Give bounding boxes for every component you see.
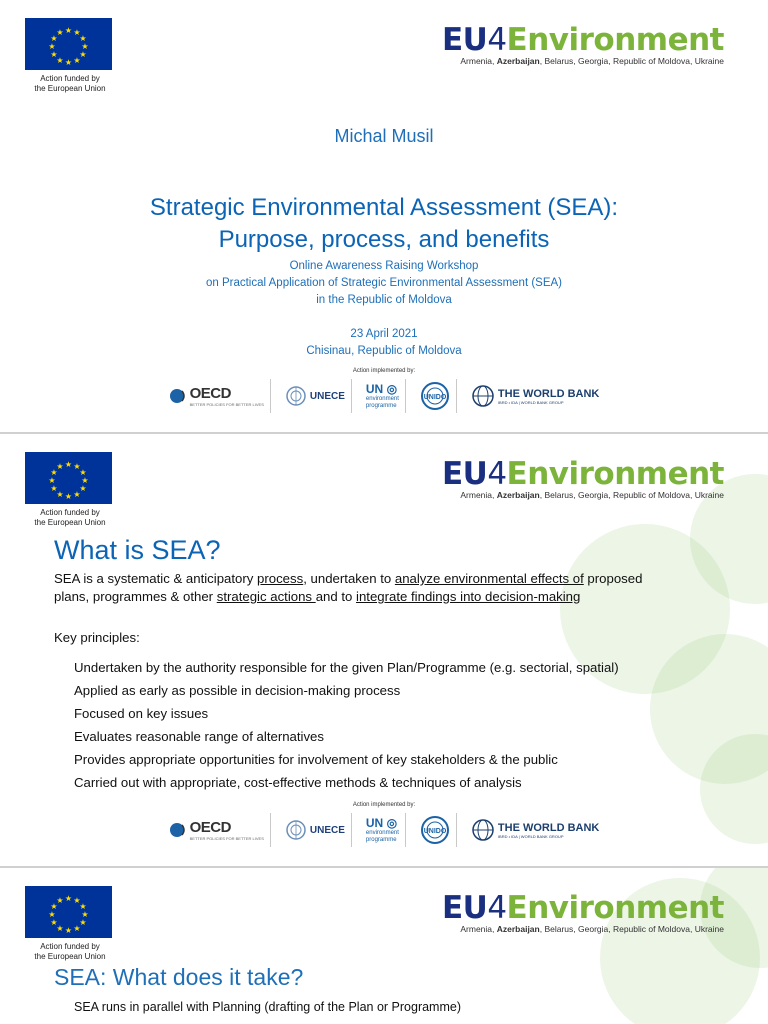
un-emblem-icon — [285, 385, 307, 407]
world-bank-globe-icon — [471, 818, 495, 842]
world-bank-globe-icon — [471, 384, 495, 408]
list-item: Carried out with appropriate, cost-effective methods & techniques of analysis — [74, 775, 522, 790]
presentation-title: Strategic Environmental Assessment (SEA): Purpose, process, and benefits — [149, 194, 619, 253]
svg-text:★: ★ — [79, 918, 87, 927]
oecd-logo: OECD BETTER POLICIES FOR BETTER LIVES — [163, 379, 271, 413]
svg-text:★: ★ — [50, 34, 58, 43]
key-principles-label: Key principles: — [54, 630, 140, 645]
svg-text:UNIDO: UNIDO — [423, 828, 447, 835]
eu4environment-logo: EU4Environment Armenia, Azerbaijan, Belarus, Georgia, Republic of Moldova, Ukraine — [441, 456, 724, 500]
eu4environment-logo: EU4Environment Armenia, Azerbaijan, Belarus, Georgia, Republic of Moldova, Ukraine — [441, 890, 724, 934]
brand-countries: Armenia, Azerbaijan, Belarus, Georgia, Republic of Moldova, Ukraine — [460, 56, 724, 66]
svg-text:★: ★ — [81, 42, 89, 51]
svg-text:★: ★ — [73, 896, 81, 905]
unece-logo: UNECE — [279, 379, 352, 413]
eu-flag-icon — [25, 886, 112, 938]
unido-logo — [414, 813, 457, 847]
svg-text:★: ★ — [64, 926, 73, 935]
unido-icon — [420, 381, 450, 411]
list-item: Undertaken by the authority responsible for the given Plan/Programme (e.g. sectorial, spatial) — [74, 660, 619, 675]
svg-text:★: ★ — [50, 918, 58, 927]
date-and-place: 23 April 2021 Chisinau, Republic of Moldova — [306, 328, 462, 357]
list-item: Evaluates reasonable range of alternatives — [74, 729, 324, 744]
svg-text:★: ★ — [73, 28, 81, 37]
eu4environment-logo: EU4Environment Armenia, Azerbaijan, Belarus, Georgia, Republic of Moldova, Ukraine — [441, 22, 724, 66]
svg-text:★: ★ — [79, 484, 87, 493]
svg-text:★: ★ — [64, 894, 73, 903]
svg-text:★: ★ — [64, 58, 73, 67]
partner-logos: Action implemented by: OECD BETTER POLICIES FOR BETTER LIVES UNECE UN ◎ environment programme UNIDO THE WORLD BANK IBRD • IDA | WORLD BANK GROUP — [0, 802, 768, 848]
svg-text:★: ★ — [56, 896, 64, 905]
svg-text:★: ★ — [73, 490, 81, 499]
unece-logo: UNECE — [279, 813, 352, 847]
slide-what-is-sea — [0, 434, 768, 866]
unep-logo: UN ◎ environment programme — [360, 379, 406, 413]
slide-heading: What is SEA? — [54, 535, 221, 565]
key-principles-list — [74, 656, 619, 794]
eu-flag-icon — [25, 452, 112, 504]
author-name: Michal Musil — [334, 126, 434, 146]
slide-title — [0, 0, 768, 432]
unep-icon: ◎ — [386, 382, 398, 396]
svg-text:★: ★ — [79, 50, 87, 59]
unido-icon — [420, 815, 450, 845]
svg-text:★: ★ — [81, 910, 89, 919]
svg-text:★: ★ — [48, 476, 56, 485]
eu-funding-caption: Action funded by the European Union — [34, 508, 106, 527]
svg-text:★: ★ — [79, 468, 87, 477]
svg-text:★: ★ — [50, 484, 58, 493]
world-bank-logo: THE WORLD BANK IBRD • IDA | WORLD BANK GROUP — [465, 813, 605, 847]
eu-flag-icon — [25, 18, 112, 70]
svg-text:★: ★ — [56, 924, 64, 933]
svg-text:★: ★ — [64, 26, 73, 35]
list-item: Focused on key issues — [74, 706, 209, 721]
slide-heading: SEA: What does it take? — [54, 964, 304, 990]
svg-text:★: ★ — [50, 50, 58, 59]
svg-text:★: ★ — [48, 910, 56, 919]
workshop-subtitle: Online Awareness Raising Workshop on Practical Application of Strategic Environmental Assessment (SEA) in the Republic of Moldova — [205, 260, 563, 306]
svg-text:★: ★ — [50, 468, 58, 477]
unido-logo — [414, 379, 457, 413]
un-emblem-icon — [285, 819, 307, 841]
svg-text:★: ★ — [56, 490, 64, 499]
svg-text:★: ★ — [50, 902, 58, 911]
oecd-icon — [169, 821, 187, 839]
eu-funding-caption: Action funded by the European Union — [34, 942, 106, 961]
oecd-icon — [169, 387, 187, 405]
svg-text:★: ★ — [73, 924, 81, 933]
svg-text:★: ★ — [56, 28, 64, 37]
brand-countries: Armenia, Azerbaijan, Belarus, Georgia, Republic of Moldova, Ukraine — [460, 924, 724, 934]
unep-icon: ◎ — [386, 816, 398, 830]
svg-text:★: ★ — [81, 476, 89, 485]
svg-text:★: ★ — [48, 42, 56, 51]
svg-text:★: ★ — [73, 56, 81, 65]
eu-funding-caption: Action funded by the European Union — [34, 74, 106, 93]
world-bank-logo: THE WORLD BANK IBRD • IDA | WORLD BANK GROUP — [465, 379, 605, 413]
svg-text:UNIDO: UNIDO — [423, 394, 447, 401]
svg-text:★: ★ — [73, 462, 81, 471]
brand-countries: Armenia, Azerbaijan, Belarus, Georgia, Republic of Moldova, Ukraine — [460, 490, 724, 500]
svg-text:★: ★ — [56, 462, 64, 471]
svg-text:★: ★ — [79, 34, 87, 43]
slide-what-does-it-take — [0, 868, 768, 1024]
partner-logos: Action implemented by: OECD BETTER POLICIES FOR BETTER LIVES UNECE UN ◎ environment programme UNIDO THE WORLD BANK IBRD • IDA | WORLD BANK GROUP — [0, 368, 768, 414]
svg-text:★: ★ — [56, 56, 64, 65]
list-item: Applied as early as possible in decision-making process — [74, 683, 401, 698]
svg-text:★: ★ — [64, 492, 73, 501]
sea-definition: SEA is a systematic & anticipatory process, undertaken to analyze environmental effects of proposed plans, programmes & other strategic actions and to integrate findings into decision-making — [54, 571, 643, 604]
body-text: SEA runs in parallel with Planning (drafting of the Plan or Programme) — [74, 1000, 461, 1014]
oecd-logo: OECD BETTER POLICIES FOR BETTER LIVES — [163, 813, 271, 847]
svg-text:★: ★ — [79, 902, 87, 911]
svg-text:★: ★ — [64, 460, 73, 469]
list-item: Provides appropriate opportunities for involvement of key stakeholders & the public — [74, 752, 558, 767]
unep-logo: UN ◎ environment programme — [360, 813, 406, 847]
